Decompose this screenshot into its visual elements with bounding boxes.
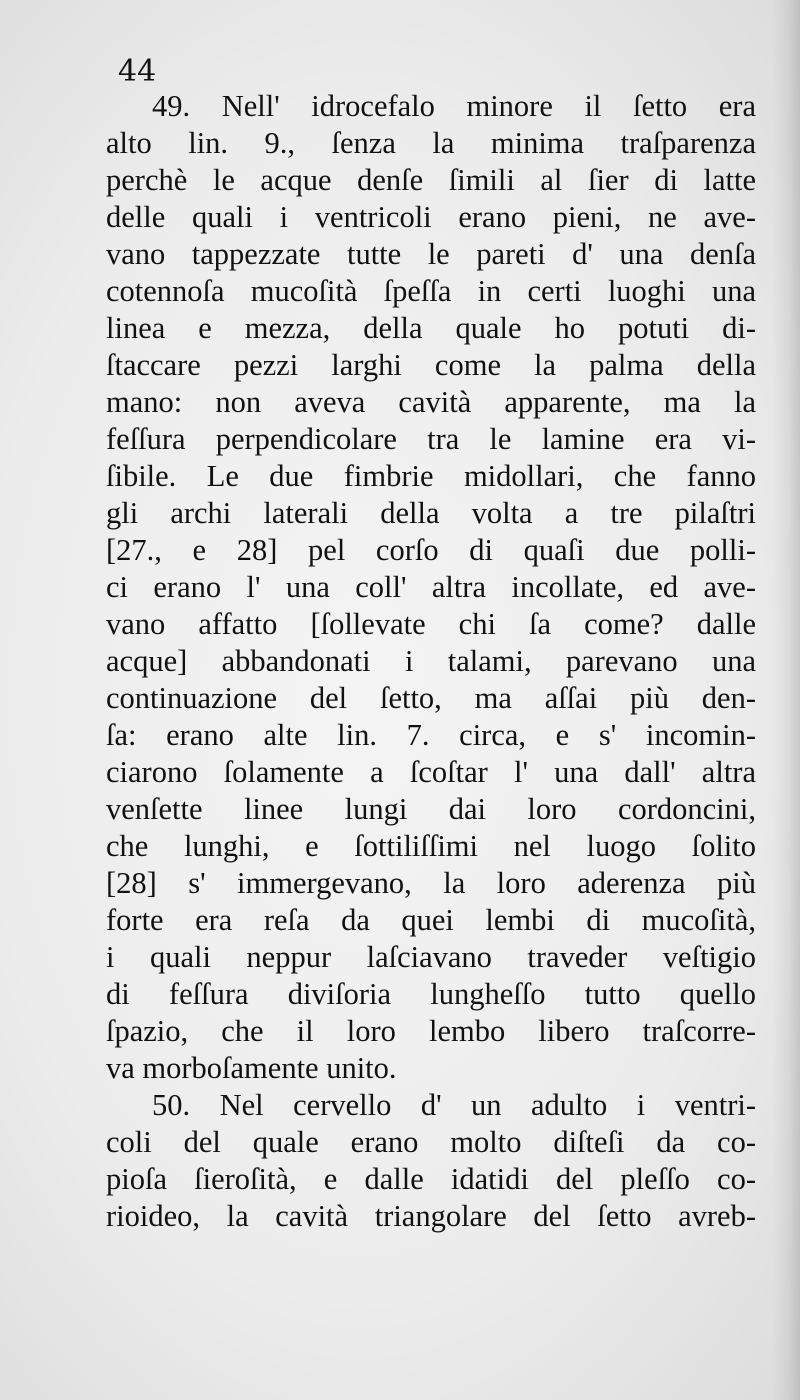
text-line: continuazione del ſetto, ma aſſai più den- — [106, 681, 756, 715]
text-line: rioideo, la cavità triangolare del ſetto avreb- — [106, 1199, 756, 1233]
text-line: pioſa ſieroſità, e dalle idatidi del pleſſo co- — [106, 1162, 756, 1196]
text-line: [27., e 28] pel corſo di quaſi due polli- — [106, 533, 756, 567]
text-line: acque] abbandonati i talami, parevano una — [106, 644, 756, 678]
text-line: va morboſamente unito. — [106, 1051, 397, 1085]
text-line: che lunghi, e ſottiliſſimi nel luogo ſolito — [106, 829, 756, 863]
text-line: mano: non aveva cavità apparente, ma la — [106, 385, 756, 419]
text-line: perchè le acque denſe ſimili al ſier di latte — [106, 163, 756, 197]
text-line: forte era reſa da quei lembi di mucoſità, — [106, 903, 756, 937]
text-line: [28] s' immergevano, la loro aderenza più — [106, 866, 756, 900]
text-line: cotennoſa mucoſità ſpeſſa in certi luoghi una — [106, 274, 756, 308]
text-line: vano tappezzate tutte le pareti d' una denſa — [106, 237, 756, 271]
text-line: delle quali i ventricoli erano pieni, ne ave- — [106, 200, 756, 234]
text-line: feſſura perpendicolare tra le lamine era vi- — [106, 422, 756, 456]
text-line: ciarono ſolamente a ſcoſtar l' una dall' altra — [106, 755, 756, 789]
text-line: di feſſura diviſoria lungheſſo tutto quello — [106, 977, 756, 1011]
text-line: 49. Nell' idrocefalo minore il ſetto era — [152, 89, 756, 123]
text-line: venſette linee lungi dai loro cordoncini, — [106, 792, 756, 826]
text-line: ſtaccare pezzi larghi come la palma della — [106, 348, 756, 382]
text-line: alto lin. 9., ſenza la minima traſparenza — [106, 126, 756, 160]
text-line: vano affatto [ſollevate chi ſa come? dalle — [106, 607, 756, 641]
text-line: ſibile. Le due fimbrie midollari, che fanno — [106, 459, 756, 493]
text-line: ſpazio, che il loro lembo libero traſcorre- — [106, 1014, 756, 1048]
text-line: linea e mezza, della quale ho potuti di- — [106, 311, 756, 345]
text-line: 50. Nel cervello d' un adulto i ventri- — [152, 1088, 756, 1122]
text-line: gli archi laterali della volta a tre pilaſtri — [106, 496, 756, 530]
text-line: ſa: erano alte lin. 7. circa, e s' incomin- — [106, 718, 756, 752]
text-line: ci erano l' una coll' altra incollate, ed ave- — [106, 570, 756, 604]
body-text — [106, 88, 756, 1235]
page-gutter-shadow — [772, 0, 800, 1400]
text-line: coli del quale erano molto diſteſi da co- — [106, 1125, 756, 1159]
text-line: i quali neppur laſciavano traveder veſtigio — [106, 940, 756, 974]
page-number: 44 — [118, 54, 157, 89]
